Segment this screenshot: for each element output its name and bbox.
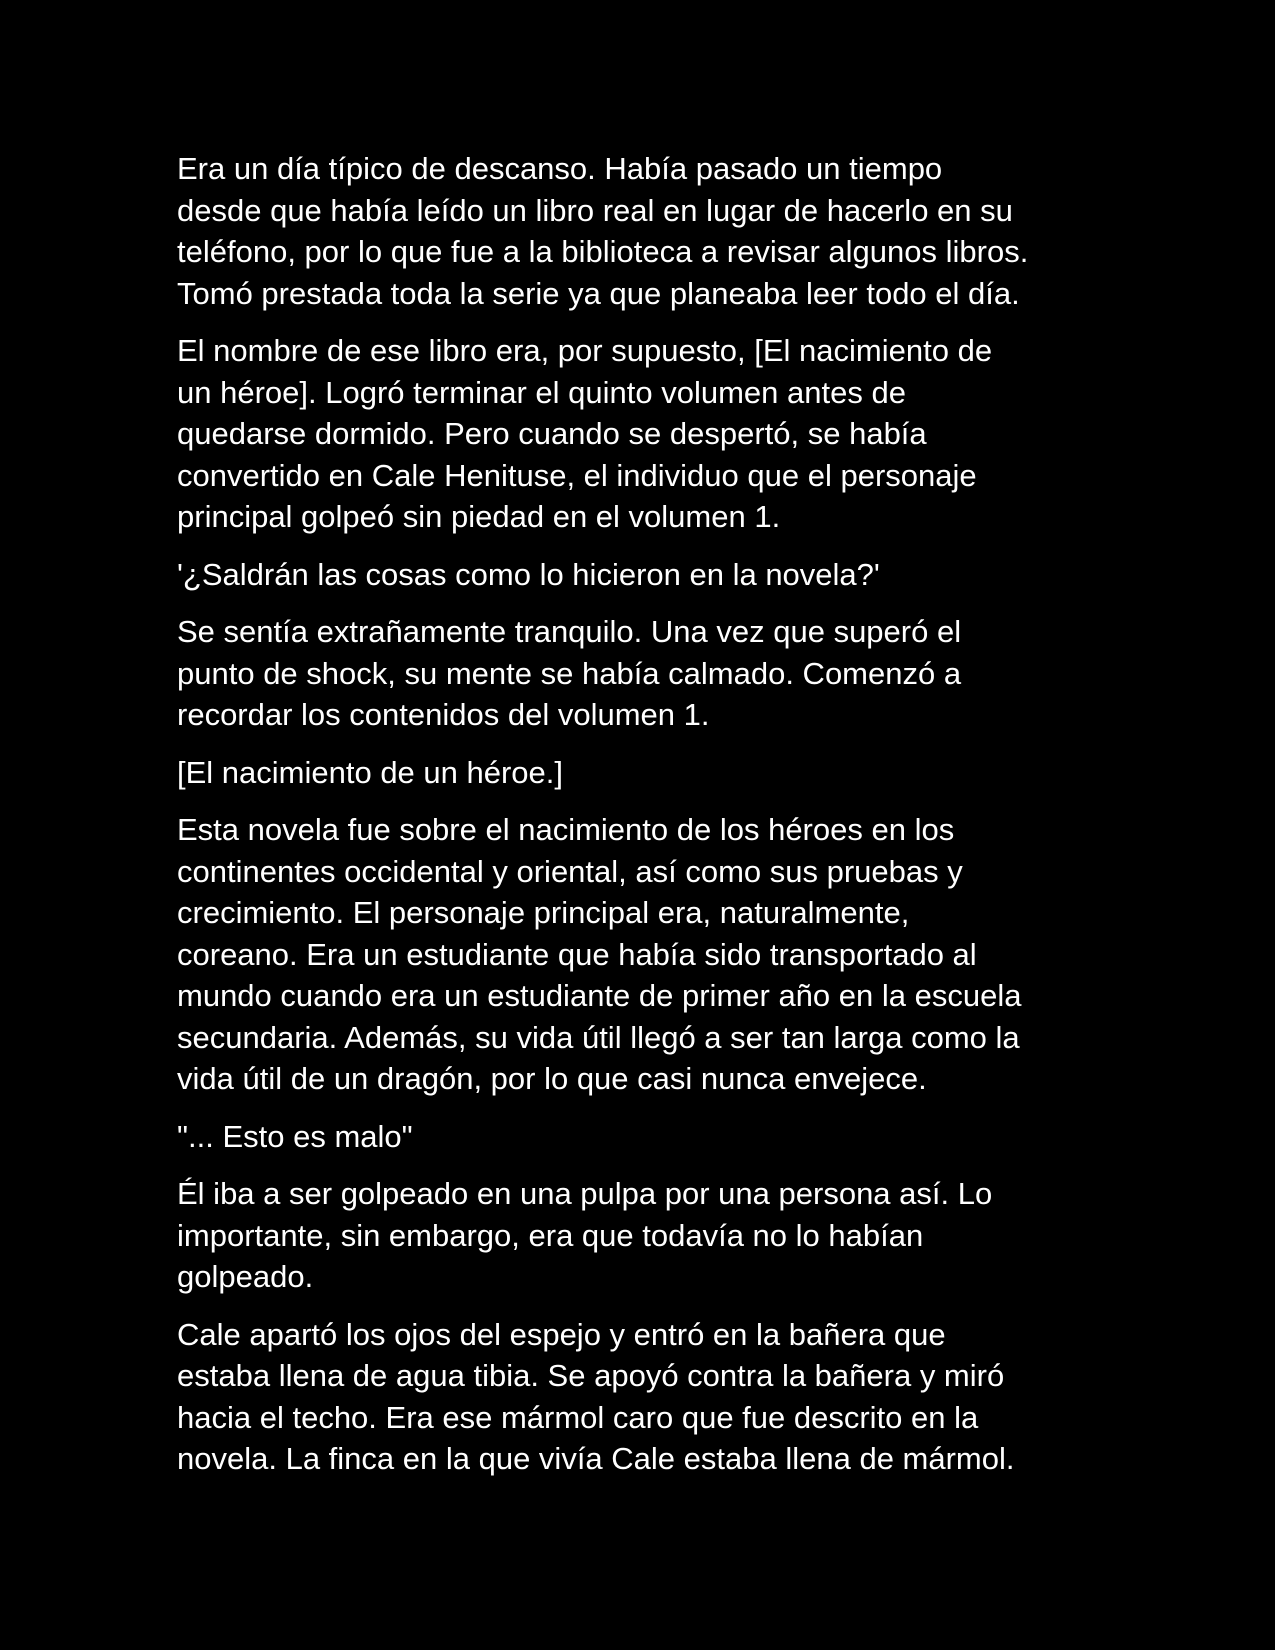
paragraph-4: Se sentía extrañamente tranquilo. Una vez que superó el punto de shock, su mente se había calmado. Comenzó a recordar los contenidos del volumen 1.	[177, 614, 962, 732]
paragraph-9: Cale apartó los ojos del espejo y entró en la bañera que estaba llena de agua tibia. Se apoyó contra la bañera y miró hacia el techo. Era ese mármol caro que fue descrito en la novela. La finca en la que vivía Cale estaba llena de mármol.	[177, 1316, 1015, 1476]
paragraph-8: Él iba a ser golpeado en una pulpa por una persona así. Lo importante, sin embargo, era que todavía no lo habían golpeado.	[177, 1176, 993, 1294]
paragraph-3-quote: '¿Saldrán las cosas como lo hicieron en la novela?'	[177, 556, 880, 592]
document-page	[177, 148, 1097, 1496]
paragraph-7-dialogue: "... Esto es malo"	[177, 1118, 413, 1154]
paragraph-1: Era un día típico de descanso. Había pasado un tiempo desde que había leído un libro real en lugar de hacerlo en su teléfono, por lo que fue a la biblioteca a revisar algunos libros. Tomó prestada toda la serie ya que planeaba leer todo el día.	[177, 151, 1029, 311]
paragraph-2: El nombre de ese libro era, por supuesto, [El nacimiento de un héroe]. Logró terminar el quinto volumen antes de quedarse dormido. Pero cuando se despertó, se había convertido en Cale Henituse, el individuo que el personaje principal golpeó sin piedad en el volumen 1.	[177, 333, 993, 534]
paragraph-5-title: [El nacimiento de un héroe.]	[177, 754, 564, 790]
paragraph-6: Esta novela fue sobre el nacimiento de los héroes en los continentes occidental y oriental, así como sus pruebas y crecimiento. El personaje principal era, naturalmente, coreano. Era un estudiante que había sido transportado al mundo cuando era un estudiante de primer año en la escuela secundaria. Además, su vida útil llegó a ser tan larga como la vida útil de un dragón, por lo que casi nunca envejece.	[177, 812, 1022, 1096]
